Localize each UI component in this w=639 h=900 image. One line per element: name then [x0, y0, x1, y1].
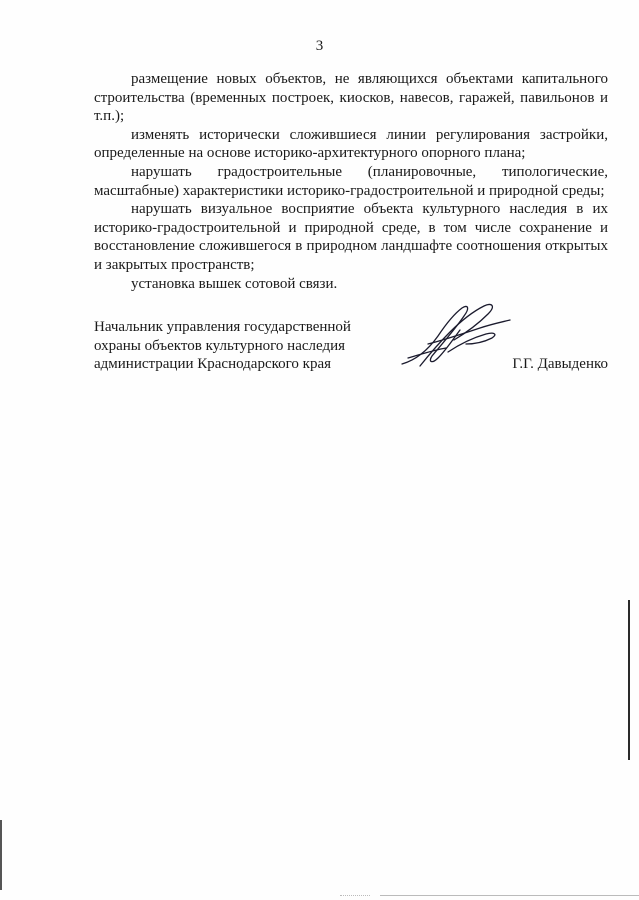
- signatory-position-line-3: администрации Краснодарского края: [94, 356, 332, 373]
- paragraph-cell-towers: установка вышек сотовой связи.: [131, 275, 338, 292]
- paragraph-visual-perception: нарушать визуальное восприятие объекта культурного наследия в их историко-градостроительной и природной среде, в том числе сохранение и восстановление сложившегося в природном ландшафте соотношения открытых и закрытых пространств;: [94, 201, 608, 273]
- paragraph-placement-restriction: размещение новых объектов, не являющихся объектами капитального строительства (временных построек, киосков, навесов, гаражей, павильонов и т.п.);: [94, 71, 608, 125]
- scan-edge-dots-bottom: [340, 895, 370, 897]
- scan-edge-mark-bottom: [380, 895, 639, 896]
- scan-edge-mark-right: [628, 600, 630, 760]
- signatory-position-line-1: Начальник управления государственной: [94, 319, 351, 335]
- scan-edge-mark-left: [0, 820, 2, 890]
- paragraph-urban-characteristics: нарушать градостроительные (планировочные, типологические, масштабные) характеристики историко-градостроительной и природной среды;: [94, 163, 608, 199]
- signature-block: [94, 318, 608, 374]
- paragraph-building-lines: изменять исторически сложившиеся линии регулирования застройки, определенные на основе историко-архитектурного опорного плана;: [94, 126, 608, 162]
- page-number: 3: [315, 38, 324, 54]
- handwritten-signature: [398, 300, 518, 372]
- signatory-name: Г.Г. Давыденко: [512, 356, 608, 372]
- document-body: [94, 70, 608, 293]
- signatory-position-line-2: охраны объектов культурного наследия: [94, 337, 346, 354]
